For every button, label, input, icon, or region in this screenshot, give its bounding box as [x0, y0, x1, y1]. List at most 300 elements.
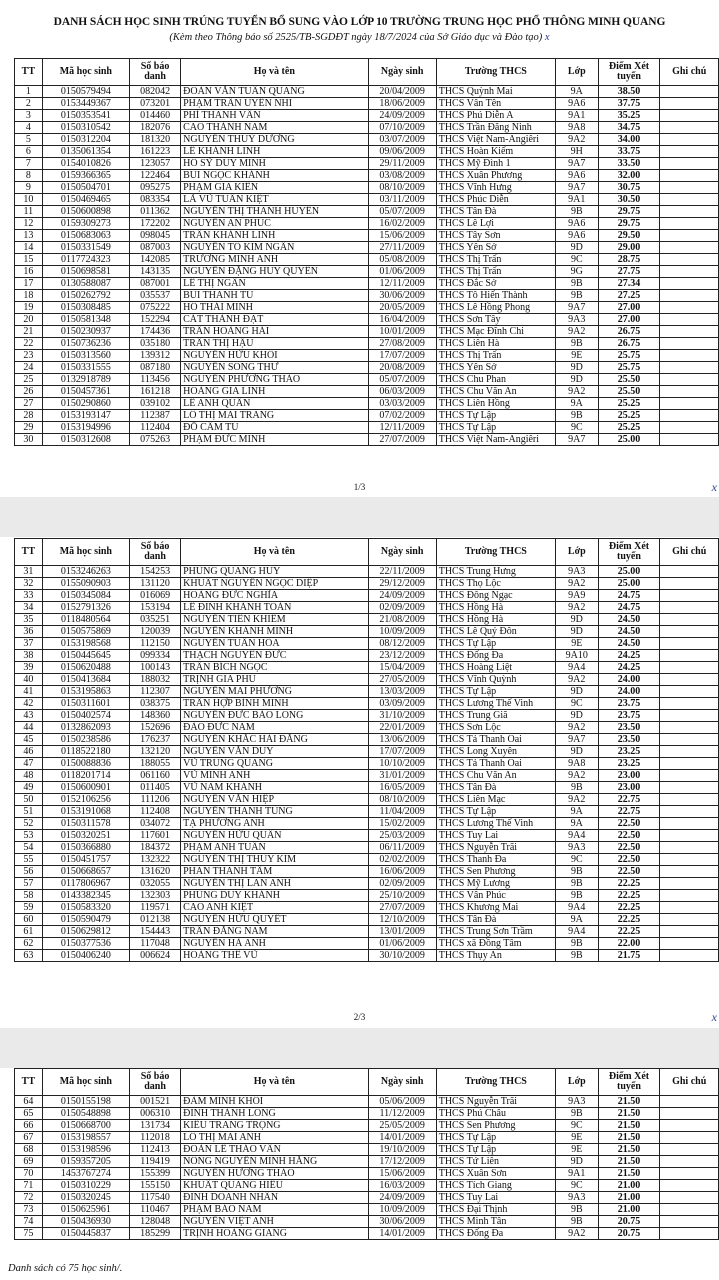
candidate-number: 119571 [130, 902, 181, 914]
student-name: PHẠM TRẦN UYÊN NHI [181, 98, 368, 110]
class-name: 9C [556, 422, 599, 434]
student-id: 0150310542 [42, 122, 129, 134]
note [660, 866, 719, 878]
class-name: 9A3 [556, 1192, 599, 1204]
school-name: THCS Thị Trấn [436, 266, 555, 278]
birth-date: 31/01/2009 [368, 770, 436, 782]
student-name: HỒ THÁI MINH [181, 302, 368, 314]
school-name: THCS Tự Lập [436, 1144, 555, 1156]
birth-date: 15/04/2009 [368, 662, 436, 674]
candidate-number: 131734 [130, 1120, 181, 1132]
table-row [15, 146, 719, 158]
student-name: NGUYỄN TUẤN HÒA [181, 638, 368, 650]
row-number: 5 [15, 134, 43, 146]
document-footer: Danh sách có 75 học sinh/. [8, 1263, 123, 1274]
school-name: THCS Quỳnh Mai [436, 86, 555, 98]
note [660, 194, 719, 206]
row-number: 15 [15, 254, 43, 266]
table-header-row [15, 59, 719, 86]
table-row [15, 362, 719, 374]
table-row [15, 866, 719, 878]
row-number: 32 [15, 578, 43, 590]
note [660, 698, 719, 710]
admission-score: 23.75 [598, 698, 660, 710]
birth-date: 12/11/2009 [368, 422, 436, 434]
row-number: 24 [15, 362, 43, 374]
admission-score: 30.50 [598, 194, 660, 206]
table-row [15, 638, 719, 650]
column-header-school: Trường THCS [436, 1069, 555, 1096]
candidate-number: 117601 [130, 830, 181, 842]
student-id: 0153194996 [42, 422, 129, 434]
table-header-row [15, 1069, 719, 1096]
table-row [15, 350, 719, 362]
table-row [15, 410, 719, 422]
student-id: 0153195863 [42, 686, 129, 698]
school-name: THCS Tự Lập [436, 422, 555, 434]
class-name: 9A6 [556, 218, 599, 230]
school-name: THCS Sen Phương [436, 1120, 555, 1132]
candidate-number: 087180 [130, 362, 181, 374]
school-name: THCS Nguyễn Trãi [436, 842, 555, 854]
student-id: 0153198568 [42, 638, 129, 650]
class-name: 9A2 [556, 1228, 599, 1240]
table-row [15, 914, 719, 926]
candidate-number: 112387 [130, 410, 181, 422]
table-row [15, 158, 719, 170]
candidate-number: 006624 [130, 950, 181, 962]
student-id: 0150088836 [42, 758, 129, 770]
class-name: 9A2 [556, 602, 599, 614]
student-name: HOÀNG THẾ VŨ [181, 950, 368, 962]
student-name: PHAN THANH TÂM [181, 866, 368, 878]
note [660, 110, 719, 122]
school-name: THCS Thanh Đa [436, 854, 555, 866]
admission-score: 25.25 [598, 410, 660, 422]
school-name: THCS Sơn Tây [436, 314, 555, 326]
row-number: 59 [15, 902, 43, 914]
column-header-name: Họ và tên [181, 539, 368, 566]
table-row [15, 434, 719, 446]
row-number: 74 [15, 1216, 43, 1228]
class-name: 9A2 [556, 722, 599, 734]
class-name: 9A7 [556, 734, 599, 746]
table-row [15, 1168, 719, 1180]
school-name: THCS Xuân Sơn [436, 1168, 555, 1180]
student-id: 0117806967 [42, 878, 129, 890]
class-name: 9D [556, 626, 599, 638]
student-name: NGUYỄN VĂN HIỆP [181, 794, 368, 806]
school-name: THCS xã Đồng Tâm [436, 938, 555, 950]
note [660, 134, 719, 146]
student-id: 0150469465 [42, 194, 129, 206]
student-name: TRẦN KHÁNH LINH [181, 230, 368, 242]
row-number: 13 [15, 230, 43, 242]
student-name: NGUYỄN KHẮC HẢI ĐĂNG [181, 734, 368, 746]
student-id: 0150311578 [42, 818, 129, 830]
note [660, 374, 719, 386]
note [660, 686, 719, 698]
note [660, 266, 719, 278]
student-id: 0150736236 [42, 338, 129, 350]
table-row [15, 1192, 719, 1204]
admission-score: 24.00 [598, 686, 660, 698]
note [660, 170, 719, 182]
student-name: LÊ KHÁNH LINH [181, 146, 368, 158]
class-name: 9D [556, 374, 599, 386]
student-table-page-3 [14, 1068, 719, 1240]
column-header-tt: TT [15, 539, 43, 566]
admission-score: 32.00 [598, 170, 660, 182]
candidate-number: 112404 [130, 422, 181, 434]
row-number: 11 [15, 206, 43, 218]
class-name: 9A2 [556, 134, 599, 146]
student-name: CAO THÀNH NAM [181, 122, 368, 134]
column-header-sbd: Số báo danh [130, 539, 181, 566]
birth-date: 10/01/2009 [368, 326, 436, 338]
class-name: 9A2 [556, 578, 599, 590]
school-name: THCS Chu Văn An [436, 386, 555, 398]
note [660, 806, 719, 818]
table-row [15, 746, 719, 758]
admission-score: 21.00 [598, 1180, 660, 1192]
birth-date: 08/10/2009 [368, 794, 436, 806]
row-number: 19 [15, 302, 43, 314]
table-row [15, 170, 719, 182]
note [660, 950, 719, 962]
class-name: 9A [556, 806, 599, 818]
admission-score: 21.50 [598, 1168, 660, 1180]
student-id: 0150683063 [42, 230, 129, 242]
student-id: 0150320251 [42, 830, 129, 842]
admission-score: 37.75 [598, 98, 660, 110]
class-name: 9A [556, 914, 599, 926]
admission-score: 24.75 [598, 590, 660, 602]
candidate-number: 184372 [130, 842, 181, 854]
table-row [15, 758, 719, 770]
student-name: KHUẤT QUANG HIẾU [181, 1180, 368, 1192]
note [660, 422, 719, 434]
school-name: THCS Hoàng Liệt [436, 662, 555, 674]
class-name: 9C [556, 1180, 599, 1192]
page-gap [0, 1028, 719, 1068]
note [660, 434, 719, 446]
student-name: NGUYỄN THUỲ DƯƠNG [181, 134, 368, 146]
admission-score: 22.25 [598, 914, 660, 926]
student-name: TẠ PHƯƠNG ANH [181, 818, 368, 830]
class-name: 9E [556, 350, 599, 362]
candidate-number: 117048 [130, 938, 181, 950]
note [660, 722, 719, 734]
candidate-number: 123057 [130, 158, 181, 170]
admission-score: 23.50 [598, 722, 660, 734]
class-name: 9B [556, 1216, 599, 1228]
admission-score: 29.50 [598, 230, 660, 242]
student-id: 0118201714 [42, 770, 129, 782]
note [660, 854, 719, 866]
student-id: 0150320245 [42, 1192, 129, 1204]
school-name: THCS Tứ Liên [436, 1156, 555, 1168]
student-id: 0150583320 [42, 902, 129, 914]
admission-score: 20.75 [598, 1216, 660, 1228]
admission-score: 23.25 [598, 758, 660, 770]
row-number: 58 [15, 890, 43, 902]
row-number: 51 [15, 806, 43, 818]
class-name: 9E [556, 1144, 599, 1156]
class-name: 9A8 [556, 122, 599, 134]
student-id: 0150668657 [42, 866, 129, 878]
admission-score: 22.75 [598, 806, 660, 818]
birth-date: 13/06/2009 [368, 734, 436, 746]
birth-date: 24/09/2009 [368, 1192, 436, 1204]
school-name: THCS Long Xuyên [436, 746, 555, 758]
candidate-number: 122464 [130, 170, 181, 182]
class-name: 9A4 [556, 830, 599, 842]
birth-date: 27/08/2009 [368, 338, 436, 350]
admission-score: 28.75 [598, 254, 660, 266]
candidate-number: 001521 [130, 1096, 181, 1108]
student-id: 0150436930 [42, 1216, 129, 1228]
admission-score: 30.75 [598, 182, 660, 194]
admission-score: 24.50 [598, 638, 660, 650]
class-name: 9B [556, 338, 599, 350]
admission-score: 25.50 [598, 386, 660, 398]
row-number: 50 [15, 794, 43, 806]
birth-date: 15/06/2009 [368, 230, 436, 242]
table-row [15, 122, 719, 134]
school-name: THCS Xuân Phương [436, 170, 555, 182]
candidate-number: 016069 [130, 590, 181, 602]
school-name: THCS Tự Lập [436, 1132, 555, 1144]
birth-date: 03/09/2009 [368, 698, 436, 710]
column-header-tt: TT [15, 1069, 43, 1096]
birth-date: 29/12/2009 [368, 578, 436, 590]
table-row [15, 1132, 719, 1144]
school-name: THCS Tả Thanh Oai [436, 734, 555, 746]
column-header-dob: Ngày sinh [368, 59, 436, 86]
row-number: 69 [15, 1156, 43, 1168]
class-name: 9A2 [556, 386, 599, 398]
table-row [15, 182, 719, 194]
class-name: 9B [556, 890, 599, 902]
candidate-number: 117540 [130, 1192, 181, 1204]
candidate-number: 153194 [130, 602, 181, 614]
candidate-number: 132322 [130, 854, 181, 866]
school-name: THCS Trung Hưng [436, 566, 555, 578]
note [660, 578, 719, 590]
note [660, 1156, 719, 1168]
school-name: THCS Thị Trấn [436, 254, 555, 266]
class-name: 9A4 [556, 902, 599, 914]
column-header-name: Họ và tên [181, 59, 368, 86]
row-number: 28 [15, 410, 43, 422]
candidate-number: 148360 [130, 710, 181, 722]
birth-date: 06/11/2009 [368, 842, 436, 854]
school-name: THCS Phú Châu [436, 1108, 555, 1120]
school-name: THCS Mỹ Đình 1 [436, 158, 555, 170]
table-row [15, 698, 719, 710]
table-row [15, 86, 719, 98]
student-id: 0150331555 [42, 362, 129, 374]
table-row [15, 830, 719, 842]
candidate-number: 083354 [130, 194, 181, 206]
table-row [15, 674, 719, 686]
note [660, 782, 719, 794]
note [660, 98, 719, 110]
admission-score: 22.25 [598, 902, 660, 914]
note [660, 302, 719, 314]
row-number: 44 [15, 722, 43, 734]
birth-date: 23/12/2009 [368, 650, 436, 662]
column-header-sbd: Số báo danh [130, 59, 181, 86]
note [660, 842, 719, 854]
note [660, 818, 719, 830]
student-name: NGUYỄN HỮU QUYẾT [181, 914, 368, 926]
admission-score: 22.25 [598, 926, 660, 938]
handwritten-mark: x [544, 32, 550, 43]
row-number: 22 [15, 338, 43, 350]
admission-score: 21.50 [598, 1096, 660, 1108]
admission-score: 21.50 [598, 1144, 660, 1156]
document-subtitle [0, 32, 719, 43]
column-header-ma: Mã học sinh [42, 1069, 129, 1096]
student-id: 0150312608 [42, 434, 129, 446]
table-row [15, 398, 719, 410]
birth-date: 24/09/2009 [368, 590, 436, 602]
column-header-school: Trường THCS [436, 539, 555, 566]
student-id: 0150600898 [42, 206, 129, 218]
note [660, 614, 719, 626]
note [660, 602, 719, 614]
subtitle-text: (Kèm theo Thông báo số 2525/TB-SGDĐT ngày 18/7/2024 của Sở Giáo dục và Đào tạo) [169, 32, 543, 43]
birth-date: 10/09/2009 [368, 626, 436, 638]
note [660, 146, 719, 158]
student-id: 0150310229 [42, 1180, 129, 1192]
student-name: CÁT THÀNH ĐẠT [181, 314, 368, 326]
student-name: TRỊNH HOÀNG GIANG [181, 1228, 368, 1240]
school-name: THCS Hoàn Kiếm [436, 146, 555, 158]
admission-score: 22.25 [598, 890, 660, 902]
column-header-class: Lớp [556, 59, 599, 86]
candidate-number: 038375 [130, 698, 181, 710]
admission-score: 24.75 [598, 602, 660, 614]
birth-date: 29/11/2009 [368, 158, 436, 170]
row-number: 38 [15, 650, 43, 662]
row-number: 36 [15, 626, 43, 638]
admission-score: 21.50 [598, 1156, 660, 1168]
row-number: 43 [15, 710, 43, 722]
note [660, 86, 719, 98]
table-row [15, 578, 719, 590]
column-header-class: Lớp [556, 1069, 599, 1096]
birth-date: 03/03/2009 [368, 398, 436, 410]
class-name: 9A3 [556, 1096, 599, 1108]
table-row [15, 854, 719, 866]
school-name: THCS Mạc Đĩnh Chi [436, 326, 555, 338]
admission-score: 22.50 [598, 842, 660, 854]
table-row [15, 938, 719, 950]
birth-date: 03/07/2009 [368, 134, 436, 146]
student-id: 0153191068 [42, 806, 129, 818]
birth-date: 30/10/2009 [368, 950, 436, 962]
birth-date: 11/12/2009 [368, 1108, 436, 1120]
student-name: BÙI NGỌC KHÁNH [181, 170, 368, 182]
student-name: KHUẤT NGUYỄN NGỌC DIỆP [181, 578, 368, 590]
candidate-number: 087001 [130, 278, 181, 290]
student-table-page-1 [14, 58, 719, 446]
student-id: 0150620488 [42, 662, 129, 674]
table-row [15, 1108, 719, 1120]
table-row [15, 302, 719, 314]
school-name: THCS Hồng Hà [436, 602, 555, 614]
table-row [15, 566, 719, 578]
page-gap [0, 497, 719, 537]
birth-date: 17/07/2009 [368, 350, 436, 362]
student-name: PHẠM GIA KIÊN [181, 182, 368, 194]
student-name: LÊ ĐINH KHÁNH TOÀN [181, 602, 368, 614]
note [660, 734, 719, 746]
birth-date: 05/07/2009 [368, 374, 436, 386]
row-number: 39 [15, 662, 43, 674]
school-name: THCS Vân Tên [436, 98, 555, 110]
admission-score: 22.50 [598, 854, 660, 866]
birth-date: 10/09/2009 [368, 1204, 436, 1216]
class-name: 9A2 [556, 674, 599, 686]
table-row [15, 98, 719, 110]
birth-date: 08/10/2009 [368, 182, 436, 194]
student-name: VŨ TRUNG QUANG [181, 758, 368, 770]
row-number: 55 [15, 854, 43, 866]
class-name: 9A7 [556, 182, 599, 194]
table-row [15, 902, 719, 914]
school-name: THCS Tự Lập [436, 806, 555, 818]
table-row [15, 1228, 719, 1240]
admission-score: 25.50 [598, 374, 660, 386]
row-number: 7 [15, 158, 43, 170]
student-name: TRẦN THỊ HẬU [181, 338, 368, 350]
student-name: ĐINH THÀNH LONG [181, 1108, 368, 1120]
handwritten-tick: x [711, 480, 717, 494]
admission-score: 26.75 [598, 326, 660, 338]
candidate-number: 075263 [130, 434, 181, 446]
admission-score: 21.00 [598, 1192, 660, 1204]
admission-score: 27.00 [598, 314, 660, 326]
row-number: 75 [15, 1228, 43, 1240]
school-name: THCS Tân Đà [436, 206, 555, 218]
student-name: VŨ NAM KHÁNH [181, 782, 368, 794]
student-name: NGUYỄN KHÁNH MINH [181, 626, 368, 638]
student-name: THẠCH NGUYÊN ĐỨC [181, 650, 368, 662]
student-name: TRẦN HỢP BÌNH MINH [181, 698, 368, 710]
birth-date: 10/10/2009 [368, 758, 436, 770]
table-row [15, 950, 719, 962]
student-id: 0150629812 [42, 926, 129, 938]
note [660, 710, 719, 722]
note [660, 362, 719, 374]
student-id: 0150313560 [42, 350, 129, 362]
note [660, 758, 719, 770]
birth-date: 05/08/2009 [368, 254, 436, 266]
school-name: THCS Sen Phương [436, 866, 555, 878]
birth-date: 13/01/2009 [368, 926, 436, 938]
candidate-number: 161223 [130, 146, 181, 158]
school-name: THCS Thị Trấn [436, 350, 555, 362]
column-header-tt: TT [15, 59, 43, 86]
student-id: 0150311601 [42, 698, 129, 710]
note [660, 1132, 719, 1144]
candidate-number: 099334 [130, 650, 181, 662]
class-name: 9D [556, 710, 599, 722]
